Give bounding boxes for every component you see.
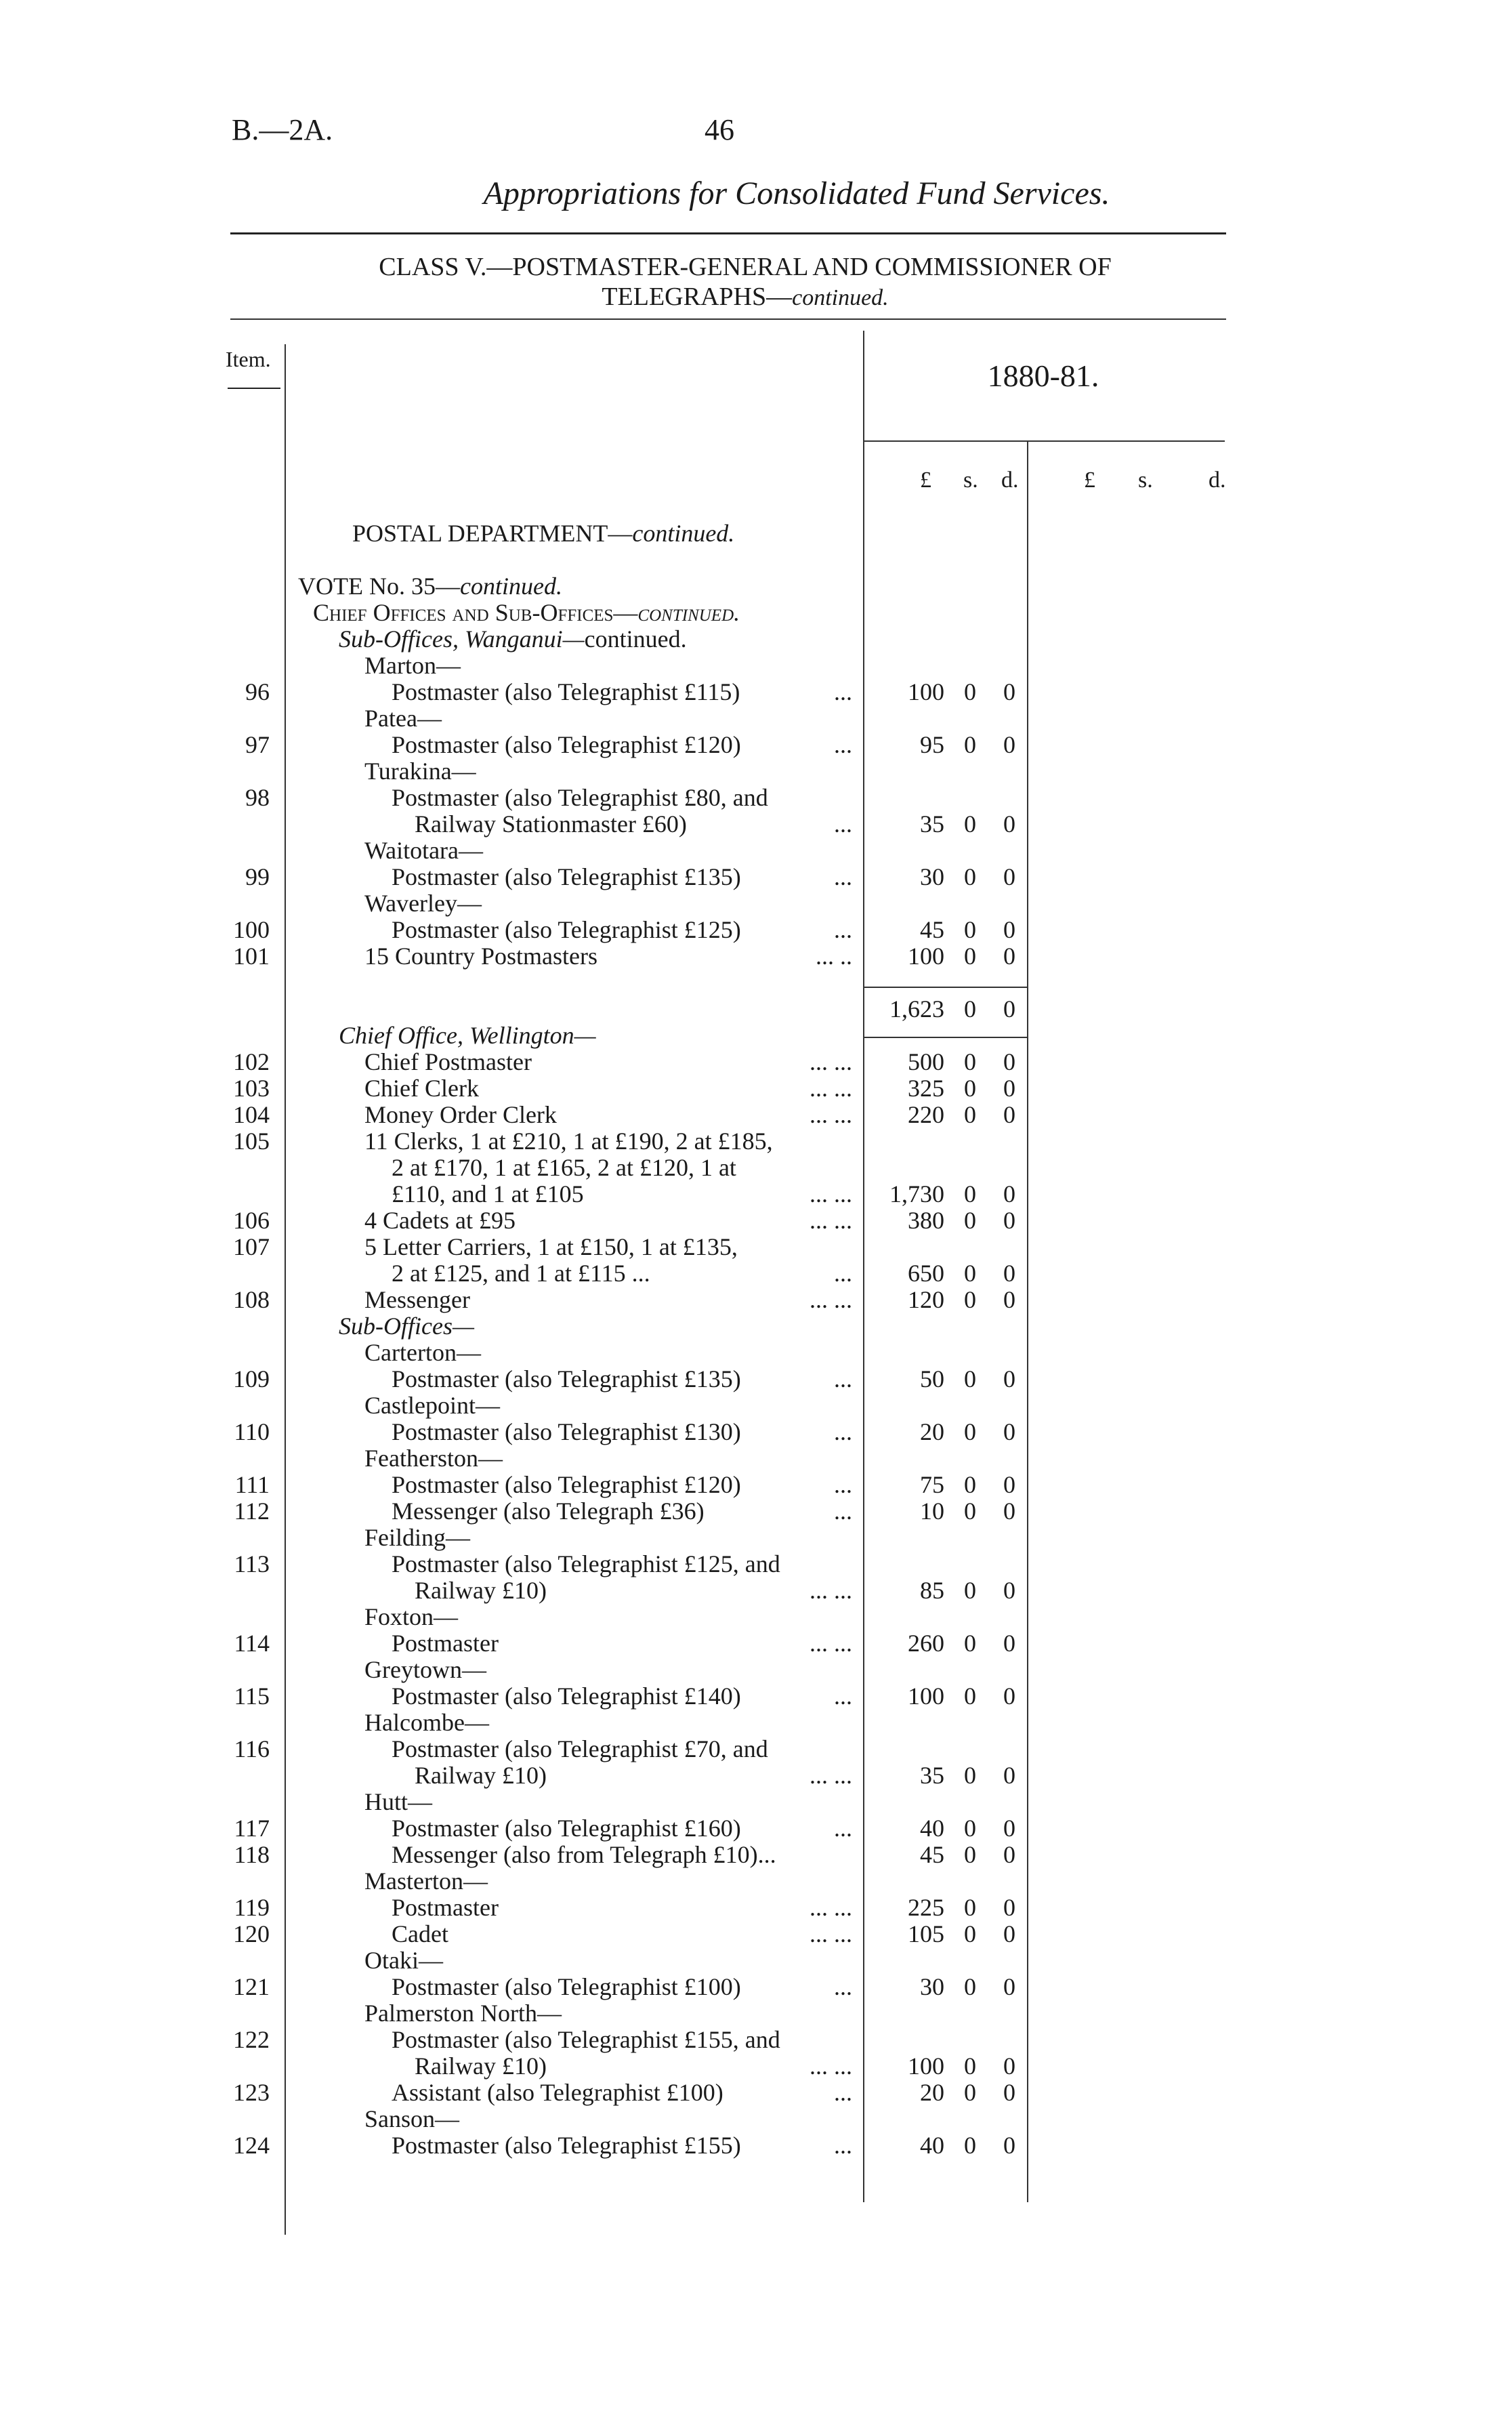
row-description: Money Order Clerk — [364, 1101, 557, 1128]
leader-dots: ... ... — [810, 1762, 852, 1789]
amount-pounds: 1,730 — [889, 1180, 944, 1207]
item-number: 113 — [234, 1550, 270, 1577]
item-number: 124 — [233, 2132, 270, 2159]
table-row — [0, 1895, 1512, 1921]
amount-pence: 0 — [1003, 1180, 1015, 1207]
subtotal-rule-top — [864, 987, 1027, 988]
amount-shillings: 0 — [964, 863, 976, 890]
item-number: 105 — [233, 1128, 270, 1155]
class-heading-line1: CLASS V.—POSTMASTER-GENERAL AND COMMISSIONER OF — [379, 253, 1112, 281]
table-row — [0, 758, 1512, 785]
table-row — [0, 653, 1512, 679]
row-description: Waverley— — [364, 890, 482, 917]
shilling-header-2: s. — [1138, 468, 1153, 493]
table-row — [0, 1683, 1512, 1710]
table-row — [0, 2053, 1512, 2080]
header-rule — [230, 318, 1226, 320]
amount-pence: 0 — [1003, 1075, 1015, 1102]
amount-pounds: 30 — [920, 1973, 944, 2000]
leader-dots: ... — [834, 1365, 852, 1392]
amount-pounds: 85 — [920, 1577, 944, 1604]
item-column-header: Item. — [226, 347, 271, 371]
row-description: Railway Stationmaster £60) — [415, 810, 687, 838]
row-description: Castlepoint— — [364, 1392, 500, 1419]
amount-shillings: 0 — [964, 1418, 976, 1445]
leader-dots: ... — [834, 1471, 852, 1498]
table-row — [0, 1260, 1512, 1287]
amount-pounds: 45 — [920, 916, 944, 943]
table-row — [0, 1577, 1512, 1604]
table-row — [0, 785, 1512, 811]
leader-dots: ... ... — [810, 1630, 852, 1657]
row-description: Postmaster (also Telegraphist £135) — [392, 863, 741, 890]
leader-dots: ... .. — [816, 943, 852, 970]
amount-pence: 0 — [1003, 1894, 1015, 1921]
amount-pounds: 40 — [920, 2132, 944, 2159]
amount-pence: 0 — [1003, 1260, 1015, 1287]
pence-header-1: d. — [1001, 468, 1019, 493]
amount-shillings: 0 — [964, 1815, 976, 1842]
amount-shillings: 0 — [964, 995, 976, 1022]
row-description: Postmaster (also Telegraphist £160) — [392, 1815, 741, 1842]
item-number: 98 — [245, 784, 270, 811]
leader-dots: ... — [834, 1260, 852, 1287]
leader-dots: ... ... — [810, 1048, 852, 1075]
row-description: Postmaster (also Telegraphist £120) — [392, 731, 741, 758]
year-header-rule — [864, 440, 1225, 442]
amount-shillings: 0 — [964, 1048, 976, 1075]
row-description: Messenger (also from Telegraph £10)... — [392, 1841, 776, 1868]
amount-pence: 0 — [1003, 863, 1015, 890]
row-description: Railway £10) — [415, 1762, 547, 1789]
amount-pounds: 220 — [908, 1101, 944, 1128]
row-description: Chief Offices and Sub-Offices—continued. — [313, 599, 740, 626]
item-number: 112 — [234, 1497, 270, 1525]
leader-dots: ... — [834, 1815, 852, 1842]
table-row — [0, 1340, 1512, 1366]
leader-dots: ... — [834, 1497, 852, 1525]
table-row — [0, 1630, 1512, 1657]
item-number: 117 — [234, 1815, 270, 1842]
amount-pounds: 45 — [920, 1841, 944, 1868]
amount-pounds: 95 — [920, 731, 944, 758]
amount-pounds: 20 — [920, 2079, 944, 2106]
row-description: Postmaster (also Telegraphist £130) — [392, 1418, 741, 1445]
item-number: 109 — [233, 1365, 270, 1392]
amount-shillings: 0 — [964, 1286, 976, 1313]
amount-shillings: 0 — [964, 1762, 976, 1789]
amount-shillings: 0 — [964, 1365, 976, 1392]
row-description: Railway £10) — [415, 1577, 547, 1604]
table-row — [0, 1102, 1512, 1128]
item-number: 120 — [233, 1920, 270, 1947]
row-description: VOTE No. 35—continued. — [298, 573, 562, 600]
amount-pence: 0 — [1003, 995, 1015, 1022]
amount-pence: 0 — [1003, 1207, 1015, 1234]
amount-pounds: 500 — [908, 1048, 944, 1075]
amount-pounds: 1,623 — [889, 995, 944, 1022]
table-row — [0, 2027, 1512, 2053]
row-description: Cadet — [392, 1920, 448, 1947]
amount-pence: 0 — [1003, 810, 1015, 838]
amount-pounds: 30 — [920, 863, 944, 890]
row-description: Postmaster (also Telegraphist £70, and — [392, 1735, 768, 1762]
table-row — [0, 1049, 1512, 1075]
row-description: Postmaster (also Telegraphist £125, and — [392, 1550, 780, 1577]
amount-pence: 0 — [1003, 1286, 1015, 1313]
item-number: 102 — [233, 1048, 270, 1075]
pence-header-2: d. — [1209, 468, 1226, 493]
row-description: Waitotara— — [364, 837, 484, 864]
amount-pence: 0 — [1003, 1048, 1015, 1075]
leader-dots: ... ... — [810, 1577, 852, 1604]
amount-pence: 0 — [1003, 1682, 1015, 1710]
row-description: Patea— — [364, 705, 442, 732]
leader-dots: ... ... — [810, 1180, 852, 1207]
table-row — [0, 1604, 1512, 1630]
leader-dots: ... ... — [810, 1075, 852, 1102]
table-row — [0, 2080, 1512, 2106]
row-description: Sub-Offices— — [339, 1313, 474, 1340]
table-row — [0, 1815, 1512, 1842]
item-number: 107 — [233, 1233, 270, 1260]
leader-dots: ... — [834, 678, 852, 705]
table-row — [0, 1947, 1512, 1974]
leader-dots: ... ... — [810, 2052, 852, 2080]
amount-pence: 0 — [1003, 731, 1015, 758]
amount-shillings: 0 — [964, 1260, 976, 1287]
amount-shillings: 0 — [964, 1920, 976, 1947]
amount-shillings: 0 — [964, 2132, 976, 2159]
amount-pounds: 35 — [920, 1762, 944, 1789]
amount-pence: 0 — [1003, 1497, 1015, 1525]
row-description: Marton— — [364, 652, 461, 679]
amount-pence: 0 — [1003, 1418, 1015, 1445]
amount-pence: 0 — [1003, 1101, 1015, 1128]
amount-shillings: 0 — [964, 916, 976, 943]
amount-pounds: 225 — [908, 1894, 944, 1921]
item-header-underline — [228, 388, 280, 389]
table-row — [0, 890, 1512, 917]
amount-shillings: 0 — [964, 1682, 976, 1710]
pound-header-2: £ — [1084, 468, 1095, 493]
row-description: Hutt— — [364, 1788, 433, 1815]
report-reference: B.—2A. — [232, 113, 333, 146]
leader-dots: ... ... — [810, 1207, 852, 1234]
table-row — [0, 943, 1512, 970]
shilling-header-1: s. — [963, 468, 978, 493]
row-description: Postmaster (also Telegraphist £120) — [392, 1471, 741, 1498]
amount-pence: 0 — [1003, 1815, 1015, 1842]
item-number: 116 — [234, 1735, 270, 1762]
row-description: Postmaster (also Telegraphist £100) — [392, 1973, 741, 2000]
leader-dots: ... — [834, 731, 852, 758]
page-title: Appropriations for Consolidated Fund Services. — [483, 175, 1110, 211]
table-row — [0, 838, 1512, 864]
leader-dots: ... — [834, 1973, 852, 2000]
amount-pounds: 10 — [920, 1497, 944, 1525]
amount-pounds: 325 — [908, 1075, 944, 1102]
item-number: 118 — [234, 1841, 270, 1868]
row-description: Turakina— — [364, 758, 476, 785]
table-row — [0, 1366, 1512, 1392]
amount-shillings: 0 — [964, 1894, 976, 1921]
row-description: Chief Office, Wellington— — [339, 1022, 596, 1049]
table-row — [0, 2000, 1512, 2027]
row-description: Assistant (also Telegraphist £100) — [392, 2079, 723, 2106]
item-number: 99 — [245, 863, 270, 890]
table-row — [0, 1445, 1512, 1472]
table-row — [0, 679, 1512, 705]
amount-shillings: 0 — [964, 678, 976, 705]
row-description: Postmaster (also Telegraphist £125) — [392, 916, 741, 943]
table-row — [0, 600, 1512, 626]
item-number: 96 — [245, 678, 270, 705]
amount-pence: 0 — [1003, 916, 1015, 943]
row-description: 2 at £170, 1 at £165, 2 at £120, 1 at — [392, 1154, 736, 1181]
row-description: Carterton— — [364, 1339, 481, 1366]
leader-dots: ... — [834, 2132, 852, 2159]
class-heading — [271, 252, 1219, 313]
table-row — [0, 1789, 1512, 1815]
table-row — [0, 1155, 1512, 1181]
table-row — [0, 1128, 1512, 1155]
table-row — [0, 864, 1512, 890]
table-row — [0, 1710, 1512, 1736]
table-row — [0, 1736, 1512, 1762]
row-description: Sanson— — [364, 2105, 460, 2132]
amount-shillings: 0 — [964, 1180, 976, 1207]
amount-pence: 0 — [1003, 1630, 1015, 1657]
row-description: Postmaster (also Telegraphist £115) — [392, 678, 740, 705]
table-row — [0, 1525, 1512, 1551]
row-description: Postmaster — [392, 1630, 499, 1657]
table-row — [0, 1287, 1512, 1313]
item-number: 111 — [234, 1471, 270, 1498]
item-number: 101 — [233, 943, 270, 970]
table-row — [0, 1974, 1512, 2000]
table-row — [0, 1392, 1512, 1419]
table-row — [0, 1313, 1512, 1340]
row-description: Featherston— — [364, 1445, 503, 1472]
table-row — [0, 1075, 1512, 1102]
leader-dots: ... ... — [810, 1286, 852, 1313]
table-row — [0, 1921, 1512, 1947]
row-description: £110, and 1 at £105 — [392, 1180, 584, 1207]
amount-pounds: 260 — [908, 1630, 944, 1657]
leader-dots: ... — [834, 1418, 852, 1445]
amount-pounds: 120 — [908, 1286, 944, 1313]
leader-dots: ... — [834, 810, 852, 838]
amount-pounds: 650 — [908, 1260, 944, 1287]
amount-pence: 0 — [1003, 1920, 1015, 1947]
item-number: 115 — [234, 1682, 270, 1710]
row-description: Greytown— — [364, 1656, 486, 1683]
amount-pounds: 40 — [920, 1815, 944, 1842]
amount-pence: 0 — [1003, 1841, 1015, 1868]
amount-pence: 0 — [1003, 1471, 1015, 1498]
table-row — [0, 520, 1512, 547]
row-description: Postmaster (also Telegraphist £155) — [392, 2132, 741, 2159]
amount-pence: 0 — [1003, 1762, 1015, 1789]
table-row — [0, 1419, 1512, 1445]
amount-pence: 0 — [1003, 1365, 1015, 1392]
table-row — [0, 732, 1512, 758]
row-description: Postmaster (also Telegraphist £80, and — [392, 784, 768, 811]
table-row — [0, 573, 1512, 600]
amount-shillings: 0 — [964, 1471, 976, 1498]
table-row — [0, 705, 1512, 732]
row-description: Otaki— — [364, 1947, 443, 1974]
table-row — [0, 2106, 1512, 2132]
table-row — [0, 1498, 1512, 1525]
amount-shillings: 0 — [964, 1497, 976, 1525]
leader-dots: ... — [834, 916, 852, 943]
year-column-header: 1880-81. — [987, 358, 1099, 393]
table-row — [0, 1762, 1512, 1789]
row-description: 5 Letter Carriers, 1 at £150, 1 at £135, — [364, 1233, 738, 1260]
table-row — [0, 1207, 1512, 1234]
amount-shillings: 0 — [964, 1207, 976, 1234]
amount-shillings: 0 — [964, 943, 976, 970]
item-number: 100 — [233, 916, 270, 943]
leader-dots: ... ... — [810, 1101, 852, 1128]
row-description: Sub-Offices, Wanganui—continued. — [339, 625, 687, 653]
row-description: Messenger — [364, 1286, 470, 1313]
item-number: 108 — [233, 1286, 270, 1313]
amount-pounds: 35 — [920, 810, 944, 838]
table-row — [0, 1868, 1512, 1895]
row-description: POSTAL DEPARTMENT—continued. — [352, 520, 735, 547]
amount-pence: 0 — [1003, 943, 1015, 970]
table-row — [0, 811, 1512, 838]
amount-pounds: 20 — [920, 1418, 944, 1445]
row-description: Foxton— — [364, 1603, 459, 1630]
row-description: Feilding— — [364, 1524, 471, 1551]
item-number: 119 — [234, 1894, 270, 1921]
amount-shillings: 0 — [964, 2052, 976, 2080]
row-description: Postmaster (also Telegraphist £155, and — [392, 2026, 780, 2053]
row-description: Postmaster — [392, 1894, 499, 1921]
table-row — [0, 2132, 1512, 2159]
amount-pounds: 380 — [908, 1207, 944, 1234]
amount-pence: 0 — [1003, 678, 1015, 705]
page-number: 46 — [705, 113, 734, 146]
table-row — [0, 626, 1512, 653]
item-number: 122 — [233, 2026, 270, 2053]
item-number: 114 — [234, 1630, 270, 1657]
table-row — [0, 1551, 1512, 1577]
leader-dots: ... — [834, 2079, 852, 2106]
amount-shillings: 0 — [964, 1973, 976, 2000]
item-number: 106 — [233, 1207, 270, 1234]
table-row — [0, 1472, 1512, 1498]
item-number: 121 — [233, 1973, 270, 2000]
amount-pounds: 75 — [920, 1471, 944, 1498]
table-row — [0, 1234, 1512, 1260]
amount-pounds: 100 — [908, 2052, 944, 2080]
row-description: Messenger (also Telegraph £36) — [392, 1497, 705, 1525]
row-description: Chief Clerk — [364, 1075, 479, 1102]
amount-shillings: 0 — [964, 2079, 976, 2106]
amount-pence: 0 — [1003, 2079, 1015, 2106]
amount-pounds: 50 — [920, 1365, 944, 1392]
amount-pounds: 105 — [908, 1920, 944, 1947]
row-description: 11 Clerks, 1 at £210, 1 at £190, 2 at £185, — [364, 1128, 773, 1155]
row-description: Postmaster (also Telegraphist £135) — [392, 1365, 741, 1392]
item-number: 110 — [234, 1418, 270, 1445]
row-description: Halcombe— — [364, 1709, 489, 1736]
item-number: 123 — [233, 2079, 270, 2106]
amount-shillings: 0 — [964, 1075, 976, 1102]
top-rule — [230, 232, 1226, 234]
table-row — [0, 917, 1512, 943]
amount-pounds: 100 — [908, 943, 944, 970]
amount-shillings: 0 — [964, 1101, 976, 1128]
item-number: 104 — [233, 1101, 270, 1128]
row-description: Railway £10) — [415, 2052, 547, 2080]
amount-pence: 0 — [1003, 2052, 1015, 2080]
row-description: Masterton— — [364, 1867, 488, 1895]
amount-pence: 0 — [1003, 1577, 1015, 1604]
item-number: 97 — [245, 731, 270, 758]
table-row — [0, 996, 1512, 1022]
leader-dots: ... — [834, 1682, 852, 1710]
row-description: 15 Country Postmasters — [364, 943, 598, 970]
row-description: Postmaster (also Telegraphist £140) — [392, 1682, 741, 1710]
amount-pence: 0 — [1003, 1973, 1015, 2000]
class-heading-line2: TELEGRAPHS—continued. — [602, 283, 889, 311]
amount-shillings: 0 — [964, 1630, 976, 1657]
amount-shillings: 0 — [964, 1841, 976, 1868]
amount-pounds: 100 — [908, 1682, 944, 1710]
leader-dots: ... ... — [810, 1920, 852, 1947]
pound-header-1: £ — [920, 468, 931, 493]
amount-shillings: 0 — [964, 731, 976, 758]
leader-dots: ... — [834, 863, 852, 890]
row-description: Chief Postmaster — [364, 1048, 532, 1075]
row-description: Palmerston North— — [364, 2000, 562, 2027]
item-number: 103 — [233, 1075, 270, 1102]
leader-dots: ... ... — [810, 1894, 852, 1921]
table-row — [0, 1657, 1512, 1683]
row-description: 2 at £125, and 1 at £115 ... — [392, 1260, 650, 1287]
amount-pence: 0 — [1003, 2132, 1015, 2159]
amount-shillings: 0 — [964, 810, 976, 838]
table-row — [0, 1842, 1512, 1868]
table-row — [0, 1181, 1512, 1207]
row-description: 4 Cadets at £95 — [364, 1207, 516, 1234]
table-row — [0, 1022, 1512, 1049]
amount-pounds: 100 — [908, 678, 944, 705]
amount-shillings: 0 — [964, 1577, 976, 1604]
